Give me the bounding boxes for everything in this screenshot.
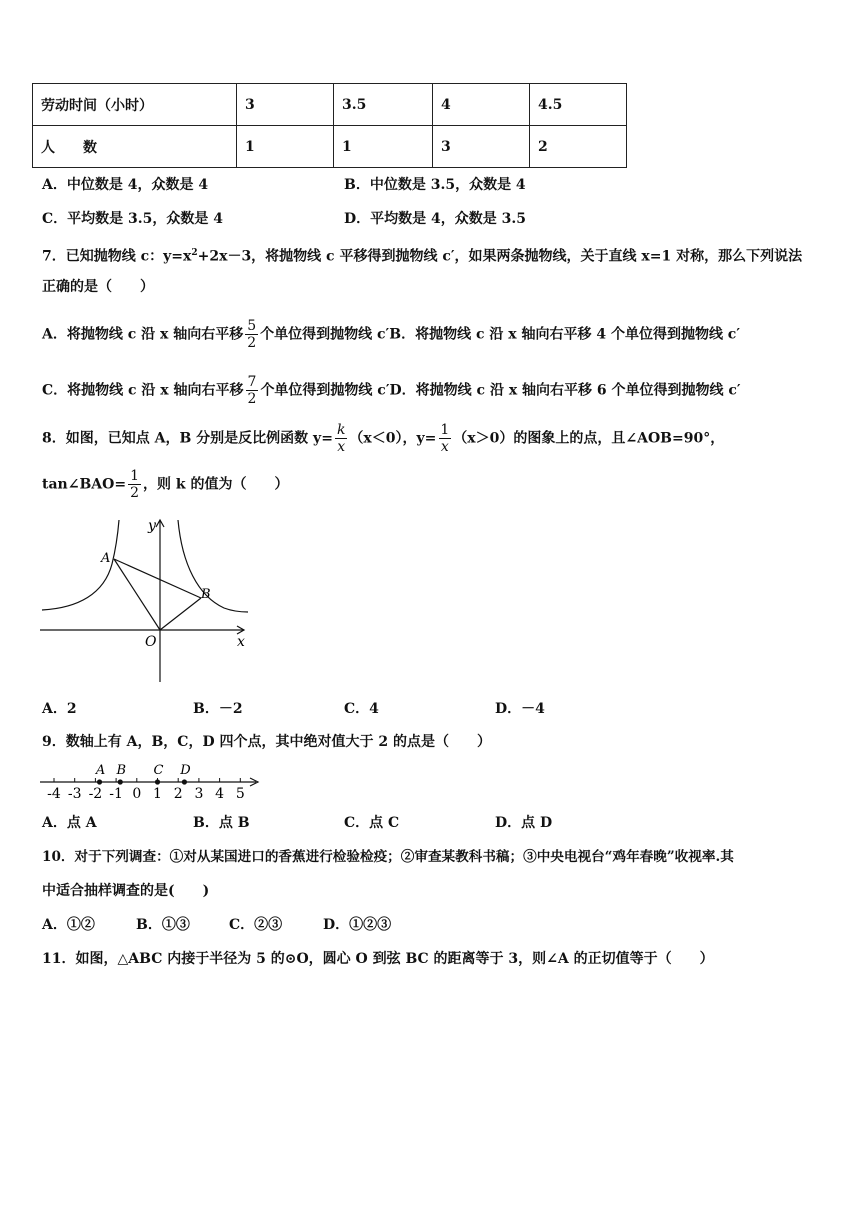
number-line [38, 760, 264, 804]
q10-option-b: B．①③ [136, 917, 190, 933]
fraction [128, 468, 141, 501]
point-d-label: D [180, 763, 191, 778]
q7-option-a: A．将抛物线 c 沿 x 轴向右平移 [42, 326, 244, 343]
point-b-label: B [116, 763, 127, 778]
q7-option-c-rest: 个单位得到抛物线 c′ [260, 382, 390, 399]
q9-stem: 9．数轴上有 A，B，C，D 四个点，其中绝对值大于 2 的点是（ ） [42, 734, 491, 750]
q7-option-b: B．将抛物线 c 沿 x 轴向右平移 4 个单位得到抛物线 c′ [389, 326, 741, 343]
q10-stem-line2: 中适合抽样调查的是( ) [42, 883, 210, 899]
tick-label: -1 [109, 786, 123, 802]
point-c-label: C [153, 763, 164, 778]
q9-option-a: A．点 A [42, 815, 97, 831]
table-cell: 4 [433, 84, 530, 126]
q8-option-a: A．2 [42, 701, 77, 717]
table-row [33, 84, 627, 126]
q8-stem-post: （x＞0）的图象上的点，且∠AOB=90°， [453, 430, 725, 447]
q6-option-b: B．中位数是 3.5，众数是 4 [344, 177, 526, 193]
q7-stem-rest: +2x－3，将抛物线 c 平移得到抛物线 c′，如果两条抛物线，关于直线 x=1 对称，那么下列说法 [197, 248, 803, 265]
q7-options-row1 [42, 318, 740, 351]
table-cell: 2 [530, 126, 627, 168]
point-c-dot [155, 779, 160, 784]
point-b-dot [118, 779, 123, 784]
table-cell: 1 [237, 126, 334, 168]
fraction-numerator: 1 [130, 468, 139, 484]
q8-tan-text: tan∠BAO= [42, 476, 127, 493]
fraction-numerator: 7 [247, 374, 257, 390]
table-row [33, 126, 627, 168]
q7-option-d: D．将抛物线 c 沿 x 轴向右平移 6 个单位得到抛物线 c′ [389, 382, 741, 399]
q10-option-d: D．①②③ [323, 917, 392, 933]
tick-label: -3 [67, 786, 82, 802]
segment-ob [160, 598, 201, 630]
fraction-denominator: x [440, 439, 449, 455]
q8-option-d: D．－4 [495, 701, 545, 717]
fraction-denominator: 2 [130, 485, 139, 501]
q8-figure [38, 514, 252, 684]
y-axis-label: y [148, 518, 156, 534]
hyperbola-right [178, 520, 248, 612]
point-a-label: A [95, 763, 106, 778]
table-cell: 劳动时间（小时） [33, 84, 237, 126]
labor-hours-table [32, 83, 627, 168]
q10-stem-line1: 10．对于下列调查：①对从某国进口的香蕉进行检验检疫；②审查某教科书稿；③中央电视台“鸡年春晚”收视率.其 [42, 849, 734, 865]
x-axis-label: x [237, 634, 245, 650]
fraction-denominator: 2 [247, 335, 257, 351]
q8-option-c: C．4 [344, 701, 379, 717]
fraction-numerator: k [336, 422, 346, 438]
table-cell: 人 数 [33, 126, 237, 168]
q6-option-c: C．平均数是 3.5，众数是 4 [42, 211, 223, 227]
q7-stem-line2: 正确的是（ ） [42, 279, 154, 295]
q8-option-b: B．－2 [193, 701, 243, 717]
point-a-dot [97, 779, 102, 784]
q9-option-c: C．点 C [344, 815, 400, 831]
q11-stem: 11．如图，△ABC 内接于半径为 5 的⊙O，圆心 O 到弦 BC 的距离等于 3，则∠A 的正切值等于（ ） [42, 951, 714, 967]
q7-option-a-rest: 个单位得到抛物线 c′ [260, 326, 390, 343]
fraction [245, 318, 258, 351]
tick-label: 4 [215, 786, 225, 802]
q7-option-c: C．将抛物线 c 沿 x 轴向右平移 [42, 382, 244, 399]
q9-option-b: B．点 B [193, 815, 250, 831]
table-cell: 3 [433, 126, 530, 168]
point-b-label: B [201, 587, 211, 602]
fraction [438, 422, 451, 455]
tick-label: 1 [153, 786, 162, 802]
q10-option-a: A．①② [42, 917, 95, 933]
q8-stem-text: 8．如图，已知点 A，B 分别是反比例函数 y= [42, 430, 333, 447]
table-cell: 3.5 [334, 84, 433, 126]
point-d-dot [182, 779, 187, 784]
table-cell: 3 [237, 84, 334, 126]
q7-stem-text: 7．已知抛物线 c：y=x [42, 248, 192, 265]
q8-stem-mid: （x＜0），y= [349, 430, 437, 447]
tick-label: 2 [173, 786, 183, 802]
fraction [335, 422, 347, 455]
origin-label: O [145, 634, 157, 650]
number-line-points [95, 763, 191, 785]
table-cell: 4.5 [530, 84, 627, 126]
fraction-denominator: 2 [247, 391, 257, 407]
q9-option-d: D．点 D [495, 815, 553, 831]
point-a-label: A [101, 551, 111, 566]
q7-superscript: 2 [191, 248, 198, 258]
q8-stem-line1 [42, 422, 724, 455]
q7-options-row2 [42, 374, 741, 407]
q10-option-c: C．②③ [229, 917, 283, 933]
fraction-denominator: x [337, 439, 346, 455]
fraction-numerator: 5 [247, 318, 257, 334]
q6-option-a: A．中位数是 4，众数是 4 [42, 177, 209, 193]
fraction [246, 374, 259, 407]
q8-stem-line2 [42, 468, 288, 501]
q7-stem-line1 [42, 244, 802, 266]
fraction-numerator: 1 [440, 422, 450, 438]
table-cell: 1 [334, 126, 433, 168]
tick-label: -4 [47, 786, 61, 802]
tick-label: 0 [132, 786, 142, 802]
q6-option-d: D．平均数是 4，众数是 3.5 [344, 211, 526, 227]
tick-label: 5 [235, 786, 245, 802]
tick-label: 3 [194, 786, 204, 802]
q8-stem-post: ，则 k 的值为（ ） [143, 476, 289, 493]
tick-label: -2 [88, 786, 103, 802]
